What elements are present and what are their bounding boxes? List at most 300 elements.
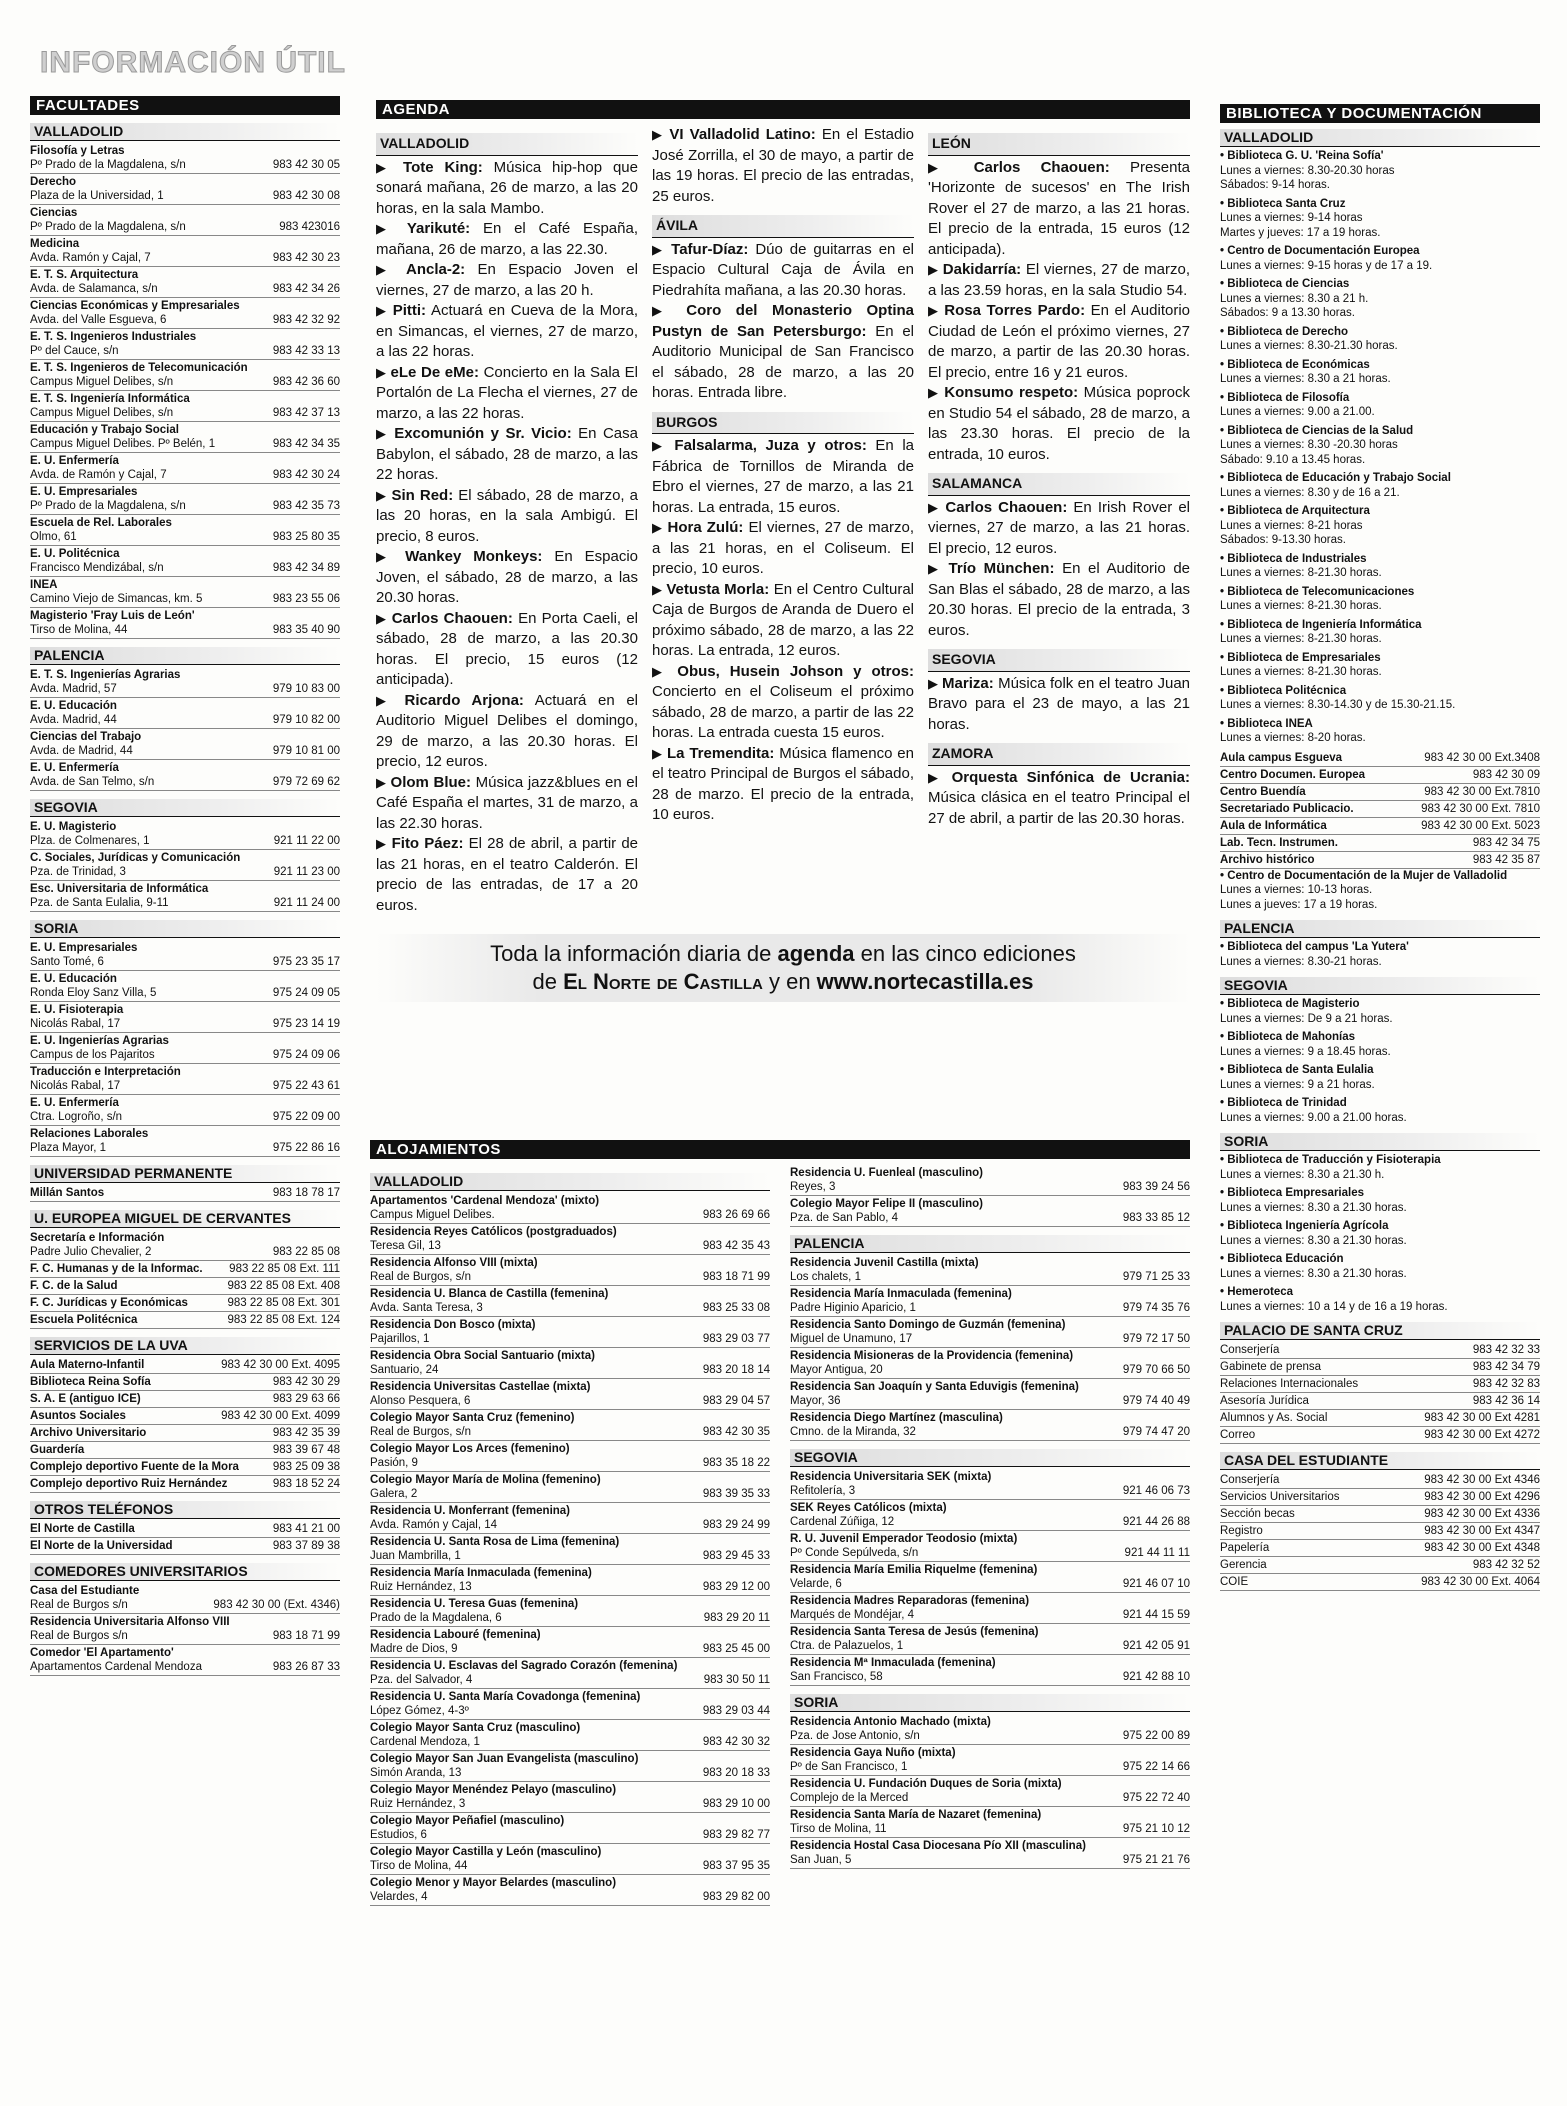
facultades-group-header: VALLADOLID	[30, 123, 340, 141]
agenda-item-text: En el Café España, mañana, 26 de marzo, a las 22.30.	[376, 220, 639, 258]
agenda-item-text: Actuará en Cueva de la Mora, en Simancas, el viernes, 27 de marzo, a las 22 horas.	[376, 302, 638, 360]
entry-name: Centro Documen. Europea	[1220, 768, 1366, 781]
library-name: • Biblioteca Santa Cruz	[1220, 197, 1346, 210]
entry-name: Secretaría e Información	[30, 1232, 165, 1244]
list-item	[370, 1565, 770, 1596]
arrow-icon: ▶	[652, 241, 672, 257]
entry-row	[790, 1760, 1190, 1774]
arrow-icon: ▶	[928, 159, 974, 175]
list-item	[1220, 784, 1540, 801]
list-item	[1220, 1489, 1540, 1506]
agenda-item-name: Excomunión y Sr. Vicio:	[394, 425, 572, 442]
entry-row	[370, 1518, 770, 1532]
biblioteca-valladolid-header: VALLADOLID	[1220, 129, 1540, 147]
entry-row	[30, 986, 340, 1000]
entry-name: Residencia Antonio Machado (mixta)	[790, 1716, 991, 1728]
entry-phone: 983 42 30 08	[272, 190, 340, 202]
list-item	[1220, 1523, 1540, 1540]
entry-row	[30, 955, 340, 969]
entry-address: Cmno. de la Miranda, 32	[790, 1426, 916, 1438]
entry-phone: 983 42 36 60	[272, 376, 340, 388]
entry-phone: 983 35 18 22	[702, 1457, 770, 1469]
agenda-item-name: Carlos Chaouen:	[391, 609, 513, 627]
entry-address: Ctra. Logroño, s/n	[30, 1111, 123, 1123]
entry-phone: 983 42 30 00 Ext. 4099	[221, 1410, 340, 1422]
library-name: • Biblioteca de Arquitectura	[1220, 505, 1370, 517]
entry-phone: 983 25 33 08	[702, 1302, 770, 1314]
entry-name: E. U. Enfermería	[30, 455, 119, 467]
entry-row	[30, 623, 340, 637]
entry-phone: 979 72 69 62	[272, 776, 340, 788]
entry-name: Residencia Labouré (femenina)	[370, 1629, 541, 1641]
entry-name: Educación y Trabajo Social	[30, 424, 179, 436]
library-hours: Sábados: 9 a 13.30 horas.	[1220, 307, 1355, 319]
entry-phone: 983 29 45 33	[702, 1550, 770, 1562]
entry-phone: 983 42 30 09	[1472, 768, 1540, 781]
entry-phone: 975 22 86 16	[272, 1142, 340, 1154]
list-item	[30, 1476, 340, 1493]
entry-address: Pº Prado de la Magdalena, s/n	[30, 159, 186, 171]
list-item	[1220, 1410, 1540, 1427]
agenda-item	[652, 580, 914, 662]
list-item	[1220, 835, 1540, 852]
entry-address: Alonso Pesquera, 6	[370, 1395, 471, 1407]
entry-name: Filosofía y Letras	[30, 145, 125, 157]
agenda-item	[376, 773, 638, 835]
library-item	[1220, 651, 1540, 680]
entry-phone: 983 39 67 48	[272, 1444, 340, 1456]
library-hours: Lunes a viernes: 9-15 horas y de 17 a 19.	[1220, 259, 1433, 272]
library-hours: Lunes a viernes: 8.30 -20.30 horas	[1220, 439, 1398, 451]
entry-phone: 983 29 04 57	[702, 1395, 770, 1407]
alojamientos-region-header: SEGOVIA	[790, 1449, 1190, 1467]
entry-phone: 983 29 24 99	[702, 1519, 770, 1531]
library-item	[1220, 1063, 1540, 1092]
agenda-banner	[376, 934, 1190, 1002]
entry-name: Residencia Hostal Casa Diocesana Pío XII (masculina)	[790, 1840, 1086, 1852]
agenda-item-name: Falsalarma, Juza y otros:	[674, 437, 867, 454]
agenda-item-text: Dúo de guitarras en el Espacio Cultural Caja de Ávila en Piedrahíta mañana, a las 20.30 horas.	[652, 240, 914, 299]
library-hours: Lunes a viernes: 8.30-21 horas.	[1220, 955, 1382, 968]
entry-name: Residencia Alfonso VIII (mixta)	[370, 1257, 538, 1269]
agenda-item-name: Fito Páez:	[391, 835, 464, 852]
entry-phone: 983 23 55 06	[272, 593, 340, 605]
library-name: • Biblioteca de Industriales	[1220, 552, 1367, 565]
agenda-region-header: LEÓN	[928, 133, 1190, 156]
library-hours: Lunes a viernes: 8.30-14.30 y de 15.30-21.15.	[1220, 699, 1456, 711]
entry-name: Residencia Universitas Castellae (mixta)	[370, 1381, 591, 1393]
facultades-group-header: PALENCIA	[30, 647, 340, 665]
arrow-icon: ▶	[376, 487, 392, 503]
entry-name: Conserjería	[1220, 1474, 1280, 1486]
entry-name: Residencia U. Monferrant (femenina)	[370, 1505, 571, 1517]
entry-phone: 921 46 07 10	[1122, 1578, 1190, 1590]
entry-address: Pza. de Jose Antonio, s/n	[790, 1730, 920, 1742]
list-item	[1220, 1393, 1540, 1410]
list-item	[370, 1782, 770, 1813]
entry-phone: 983 42 33 13	[272, 345, 340, 357]
list-item	[370, 1472, 770, 1503]
list-item	[30, 850, 340, 881]
entry-row	[790, 1546, 1190, 1560]
entry-name: Colegio Mayor Felipe II (masculino)	[790, 1198, 983, 1210]
library-item	[1220, 149, 1540, 193]
entry-address: Ronda Eloy Sanz Villa, 5	[30, 987, 157, 999]
library-item	[1220, 1186, 1540, 1215]
library-hours: Lunes a viernes: 9 a 18.45 horas.	[1220, 1045, 1391, 1058]
entry-name: Residencia U. Fuenleal (masculino)	[790, 1167, 983, 1179]
banner-text: El Norte de Castilla	[563, 969, 763, 994]
library-item	[1220, 325, 1540, 354]
entry-name: F. C. de la Salud	[30, 1280, 118, 1292]
entry-address: Teresa Gil, 13	[370, 1240, 441, 1252]
otros-telefonos-header: OTROS TELÉFONOS	[30, 1501, 340, 1519]
entry-row	[30, 561, 340, 575]
library-item	[1220, 244, 1540, 273]
list-item	[30, 1357, 340, 1374]
list-item	[30, 143, 340, 174]
entry-row	[30, 499, 340, 513]
entry-row	[30, 1048, 340, 1062]
entry-name: R. U. Juvenil Emperador Teodosio (mixta)	[790, 1533, 1018, 1545]
entry-row	[790, 1608, 1190, 1622]
entry-name: Magisterio 'Fray Luis de León'	[30, 610, 195, 622]
list-item	[30, 329, 340, 360]
agenda-item-text: Concierto en la Sala El Portalón de La Flecha el viernes, 27 de marzo, a las 22 horas.	[376, 363, 638, 422]
library-name: • Biblioteca Politécnica	[1220, 684, 1347, 697]
entry-phone: 983 25 45 00	[702, 1643, 770, 1655]
entry-row	[30, 592, 340, 606]
entry-name: Asesoría Jurídica	[1220, 1395, 1309, 1407]
entry-address: López Gómez, 4-3º	[370, 1705, 469, 1717]
list-item	[370, 1193, 770, 1224]
entry-name: Residencia Reyes Católicos (postgraduados)	[370, 1226, 617, 1238]
agenda-item-text: Concierto en el Coliseum el próximo sábado, 28 de marzo, a partir de las 22 horas. La entrada cuesta 15 euros.	[652, 683, 914, 741]
library-name: • Hemeroteca	[1220, 1286, 1294, 1298]
list-item	[1220, 1472, 1540, 1489]
library-name: • Biblioteca de Telecomunicaciones	[1220, 585, 1415, 598]
entry-name: Gabinete de prensa	[1220, 1361, 1322, 1373]
arrow-icon: ▶	[928, 561, 949, 576]
entry-address: Pº del Cauce, s/n	[30, 345, 119, 357]
entry-name: Colegio Mayor Castilla y León (masculino)	[370, 1846, 602, 1858]
list-item	[30, 971, 340, 1002]
library-item	[1220, 552, 1540, 581]
list-item	[30, 1126, 340, 1157]
entry-phone: 983 22 85 08	[272, 1246, 340, 1258]
entry-name: E. U. Fisioterapia	[30, 1004, 124, 1016]
list-item	[30, 1425, 340, 1442]
entry-address: Reyes, 3	[790, 1181, 836, 1193]
entry-row	[790, 1270, 1190, 1284]
entry-address: Real de Burgos, s/n	[370, 1271, 472, 1283]
agenda-item-text: Actuará en el Auditorio Miguel Delibes el domingo, 29 de marzo, a las 20.30 horas. El precio, 12 euros.	[376, 691, 638, 770]
banner-link[interactable]: www.nortecastilla.es	[816, 969, 1034, 994]
entry-name: Colegio Mayor Menéndez Pelayo (masculino)	[370, 1784, 617, 1796]
entry-address: Marqués de Mondéjar, 4	[790, 1609, 915, 1621]
entry-phone: 983 42 30 00 Ext 4281	[1424, 1412, 1540, 1424]
biblioteca-header: BIBLIOTECA Y DOCUMENTACIÓN	[1220, 104, 1540, 123]
entry-phone: 983 42 30 00 Ext. 5023	[1421, 819, 1540, 832]
entry-row	[790, 1363, 1190, 1377]
list-item	[30, 453, 340, 484]
list-item	[790, 1776, 1190, 1807]
agenda-item-name: Konsumo respeto:	[944, 384, 1079, 401]
entry-phone: 983 22 85 08 Ext. 124	[227, 1314, 340, 1326]
entry-phone: 983 37 95 35	[702, 1860, 770, 1872]
entry-address: Santuario, 24	[370, 1364, 439, 1376]
entry-phone: 983 39 24 56	[1122, 1181, 1190, 1193]
entry-phone: 975 22 43 61	[272, 1080, 340, 1092]
entry-phone: 983 41 21 00	[272, 1523, 340, 1535]
agenda-item-name: Carlos Chaouen:	[973, 158, 1110, 176]
list-item	[1220, 1359, 1540, 1376]
comedores-list	[30, 1583, 340, 1676]
entry-address: Pza. de Santa Eulalia, 9-11	[30, 897, 169, 909]
entry-phone: 979 74 47 20	[1122, 1426, 1190, 1438]
list-item	[30, 1312, 340, 1329]
entry-row	[790, 1853, 1190, 1867]
entry-row	[790, 1425, 1190, 1439]
entry-row	[370, 1890, 770, 1904]
list-item	[370, 1410, 770, 1441]
list-item	[30, 298, 340, 329]
agenda-section	[376, 100, 1190, 1002]
entry-name: E. T. S. Ingeniería Informática	[30, 393, 190, 405]
entry-address: Plaza de la Universidad, 1	[30, 190, 164, 202]
entry-name: Colegio Mayor San Juan Evangelista (masculino)	[370, 1753, 639, 1765]
entry-name: Residencia Santo Domingo de Guzmán (femenina)	[790, 1319, 1066, 1331]
agenda-item-text: El sábado, 28 de marzo, a las 20 horas, en la sala Ambigú. El precio, 8 euros.	[376, 486, 639, 545]
entry-row	[30, 375, 340, 389]
entry-name: Aula Materno-Infantil	[30, 1359, 145, 1371]
library-item	[1220, 717, 1540, 746]
library-item	[1220, 1285, 1540, 1314]
agenda-region-header: SEGOVIA	[928, 649, 1190, 672]
entry-row	[30, 282, 340, 296]
entry-address: Camino Viejo de Simancas, km. 5	[30, 593, 203, 605]
list-item	[370, 1317, 770, 1348]
agenda-region-header: ZAMORA	[928, 743, 1190, 766]
entry-phone: 983 42 35 73	[272, 500, 340, 512]
entry-address: Velardes, 4	[370, 1891, 428, 1903]
library-item	[1220, 940, 1540, 969]
entry-name: Residencia U. Teresa Guas (femenina)	[370, 1598, 579, 1610]
entry-name: Residencia Santa María de Nazaret (femenina)	[790, 1809, 1042, 1821]
agenda-item-text: En la Fábrica de Tornillos de Miranda de Ebro el viernes, 27 de marzo, a las 21 horas. La entrada, 15 euros.	[652, 437, 914, 516]
entry-row	[790, 1729, 1190, 1743]
entry-name: Traducción e Interpretación	[30, 1066, 181, 1078]
agenda-item-text: El 28 de abril, a partir de las 21 horas, en el teatro Calderón. El precio de las entradas, de 17 a 20 euros.	[376, 835, 639, 914]
entry-address: Padre Higinio Aparicio, 1	[790, 1302, 916, 1314]
list-item	[790, 1410, 1190, 1441]
entry-phone: 921 42 05 91	[1122, 1640, 1190, 1652]
arrow-icon: ▶	[928, 769, 952, 785]
entry-row	[30, 896, 340, 910]
universidad-permanente-list	[30, 1185, 340, 1202]
entry-name: Colegio Mayor Los Arces (femenino)	[370, 1443, 570, 1455]
biblioteca-soria-list	[1220, 1153, 1540, 1314]
library-name: • Biblioteca de Económicas	[1220, 358, 1370, 371]
library-hours: Lunes a viernes: 8.30 a 21.30 horas.	[1220, 1267, 1407, 1280]
agenda-item-text: En Espacio Joven, el sábado, 28 de marzo, a las 20.30 horas.	[376, 548, 639, 606]
agenda-item-name: Wankey Monkeys:	[405, 548, 543, 565]
entry-phone: 983 42 32 52	[1472, 1559, 1540, 1571]
list-item	[370, 1534, 770, 1565]
list-item	[30, 1614, 340, 1645]
entry-name: Residencia Mª Inmaculada (femenina)	[790, 1657, 996, 1669]
banner-text: de	[532, 969, 564, 994]
agenda-item-text: Música flamenco en el teatro Principal de Burgos el sábado, 28 de marzo. El precio de la entrada, 10 euros.	[652, 744, 914, 823]
entry-address: Refitolería, 3	[790, 1485, 856, 1497]
list-item	[1220, 1574, 1540, 1591]
library-hours: Lunes a viernes: 8-21.30 horas.	[1220, 633, 1382, 645]
library-name: • Biblioteca INEA	[1220, 717, 1313, 730]
library-hours: Lunes a viernes: 8-21 horas	[1220, 519, 1363, 532]
entry-row	[30, 406, 340, 420]
entry-row	[370, 1735, 770, 1749]
agenda-item-name: Tote King:	[403, 158, 483, 176]
library-hours: Lunes a viernes: 8.30 a 21 h.	[1220, 292, 1369, 305]
library-name: • Biblioteca de Ciencias de la Salud	[1220, 424, 1414, 437]
entry-name: Residencia Madres Reparadoras (femenina)	[790, 1595, 1030, 1607]
entry-address: Santo Tomé, 6	[30, 956, 104, 968]
list-item	[30, 360, 340, 391]
entry-name: Apartamentos 'Cardenal Mendoza' (mixto)	[370, 1195, 600, 1207]
alojamientos-section	[370, 1140, 1190, 1906]
entry-phone: 983 18 71 99	[702, 1271, 770, 1283]
agenda-item-text: En el Auditorio Municipal de San Francisco el sábado, 28 de marzo, a las 20 horas. Entrada libre.	[652, 322, 915, 401]
list-item	[30, 608, 340, 639]
entry-name: Residencia U. Esclavas del Sagrado Corazón (femenina)	[370, 1660, 678, 1672]
agenda-item-name: Olom Blue:	[390, 773, 472, 791]
list-item	[790, 1593, 1190, 1624]
entry-phone: 983 39 35 33	[702, 1488, 770, 1500]
entry-address: Tirso de Molina, 11	[790, 1823, 887, 1835]
entry-phone: 983 29 03 44	[702, 1705, 770, 1717]
entry-phone: 983 42 35 43	[702, 1240, 770, 1252]
entry-address: Tirso de Molina, 44	[370, 1860, 468, 1872]
alojamientos-header: ALOJAMIENTOS	[370, 1140, 1190, 1159]
entry-row	[370, 1859, 770, 1873]
list-item	[790, 1531, 1190, 1562]
entry-name: Relaciones Internacionales	[1220, 1378, 1359, 1390]
agenda-item-text: Música hip-hop que sonará mañana, 26 de marzo, a las 20 horas, en la sala Mambo.	[376, 158, 638, 217]
list-item	[790, 1807, 1190, 1838]
entry-row	[30, 834, 340, 848]
entry-row	[790, 1822, 1190, 1836]
agenda-item-text: En Porta Caeli, el sábado, 28 de marzo, a las 20.30 horas. El precio, 15 euros (12 anticipada).	[376, 609, 639, 688]
entry-phone: 983 42 30 24	[272, 469, 340, 481]
entry-phone: 921 11 22 00	[273, 835, 340, 847]
agenda-item-name: Rosa Torres Pardo:	[944, 302, 1086, 319]
list-item	[790, 1655, 1190, 1686]
entry-address: Pasión, 9	[370, 1457, 418, 1469]
entry-address: Avda. del Valle Esgueva, 6	[30, 314, 167, 326]
agenda-item-text: Música poprock en Studio 54 el sábado, 28 de marzo, a las 23.30 horas. El precio de la entrada, 10 euros.	[928, 384, 1190, 463]
entry-address: Padre Julio Chevalier, 2	[30, 1246, 152, 1258]
list-item	[30, 1278, 340, 1295]
entry-row	[370, 1673, 770, 1687]
entry-address: Pº Prado de la Magdalena, s/n	[30, 500, 186, 512]
entry-name: Archivo histórico	[1220, 853, 1315, 866]
entry-row	[790, 1180, 1190, 1194]
entry-address: Real de Burgos s/n	[30, 1599, 128, 1611]
library-item	[1220, 618, 1540, 647]
list-item	[790, 1745, 1190, 1776]
agenda-item-name: VI Valladolid Latino:	[669, 126, 816, 143]
entry-address: Mayor Antigua, 20	[790, 1364, 883, 1376]
agenda-item	[928, 674, 1190, 736]
entry-address: Simón Aranda, 13	[370, 1767, 462, 1779]
entry-phone: 983 22 85 08 Ext. 111	[229, 1263, 340, 1275]
entry-phone: 983 26 69 66	[702, 1209, 770, 1221]
entry-address: Avda. de Salamanca, s/n	[30, 283, 158, 295]
entry-name: Complejo deportivo Ruiz Hernández	[30, 1478, 228, 1490]
entry-name: E. U. Empresariales	[30, 942, 138, 954]
entry-name: Ciencias Económicas y Empresariales	[30, 300, 240, 312]
entry-name: Alumnos y As. Social	[1220, 1412, 1328, 1424]
entry-name: Correo	[1220, 1429, 1256, 1441]
list-item	[30, 515, 340, 546]
entry-name: Aula campus Esgueva	[1220, 751, 1343, 764]
entry-row	[30, 713, 340, 727]
list-item	[790, 1469, 1190, 1500]
entry-name: Residencia Gaya Nuño (mixta)	[790, 1747, 956, 1759]
agenda-header: AGENDA	[376, 100, 1190, 119]
entry-phone: 983 18 78 17	[272, 1187, 340, 1199]
agenda-item-text: Presenta 'Horizonte de sucesos' en The Irish Rover el 27 de marzo, a las 21 horas. El precio de la entrada, 15 euros (12 anticipada).	[928, 158, 1190, 258]
entry-address: Complejo de la Merced	[790, 1792, 909, 1804]
list-item	[790, 1348, 1190, 1379]
arrow-icon: ▶	[652, 663, 678, 679]
arrow-icon: ▶	[376, 159, 404, 175]
column-biblioteca	[1220, 104, 1540, 1591]
entry-row	[30, 468, 340, 482]
entry-phone: 983 35 40 90	[272, 624, 340, 636]
agenda-item	[928, 260, 1190, 301]
list-item	[30, 1408, 340, 1425]
entry-name: Colegio Mayor María de Molina (femenino)	[370, 1474, 601, 1486]
entry-row	[370, 1332, 770, 1346]
agenda-item	[652, 436, 914, 518]
library-hours: Lunes a viernes: 8.30 a 21 horas.	[1220, 373, 1391, 385]
arrow-icon: ▶	[652, 581, 667, 597]
entry-name: Casa del Estudiante	[30, 1585, 140, 1597]
entry-phone: 921 11 23 00	[273, 866, 340, 878]
entry-phone: 983 42 36 14	[1472, 1395, 1540, 1407]
entry-name: Asuntos Sociales	[30, 1410, 126, 1422]
list-item	[790, 1714, 1190, 1745]
entry-name: Escuela de Rel. Laborales	[30, 517, 172, 529]
entry-name: Residencia Misioneras de la Providencia (femenina)	[790, 1350, 1074, 1362]
library-name: • Biblioteca de Traducción y Fisioterapia	[1220, 1154, 1441, 1166]
entry-row	[370, 1301, 770, 1315]
agenda-item	[376, 158, 638, 220]
agenda-item	[928, 768, 1190, 830]
list-item	[370, 1379, 770, 1410]
agenda-item-name: Vetusta Morla:	[666, 580, 770, 598]
list-item	[30, 1002, 340, 1033]
entry-row	[790, 1639, 1190, 1653]
library-hours: Lunes a viernes: 8.30-20.30 horas	[1220, 164, 1395, 177]
entry-phone: 983 42 32 33	[1472, 1344, 1540, 1356]
list-item	[370, 1286, 770, 1317]
entry-address: Mayor, 36	[790, 1395, 841, 1407]
arrow-icon: ▶	[928, 499, 946, 515]
library-hours: Lunes a viernes: 10 a 14 y de 16 a 19 horas.	[1220, 1300, 1448, 1313]
entry-address: Avda. Madrid, 57	[30, 683, 117, 695]
